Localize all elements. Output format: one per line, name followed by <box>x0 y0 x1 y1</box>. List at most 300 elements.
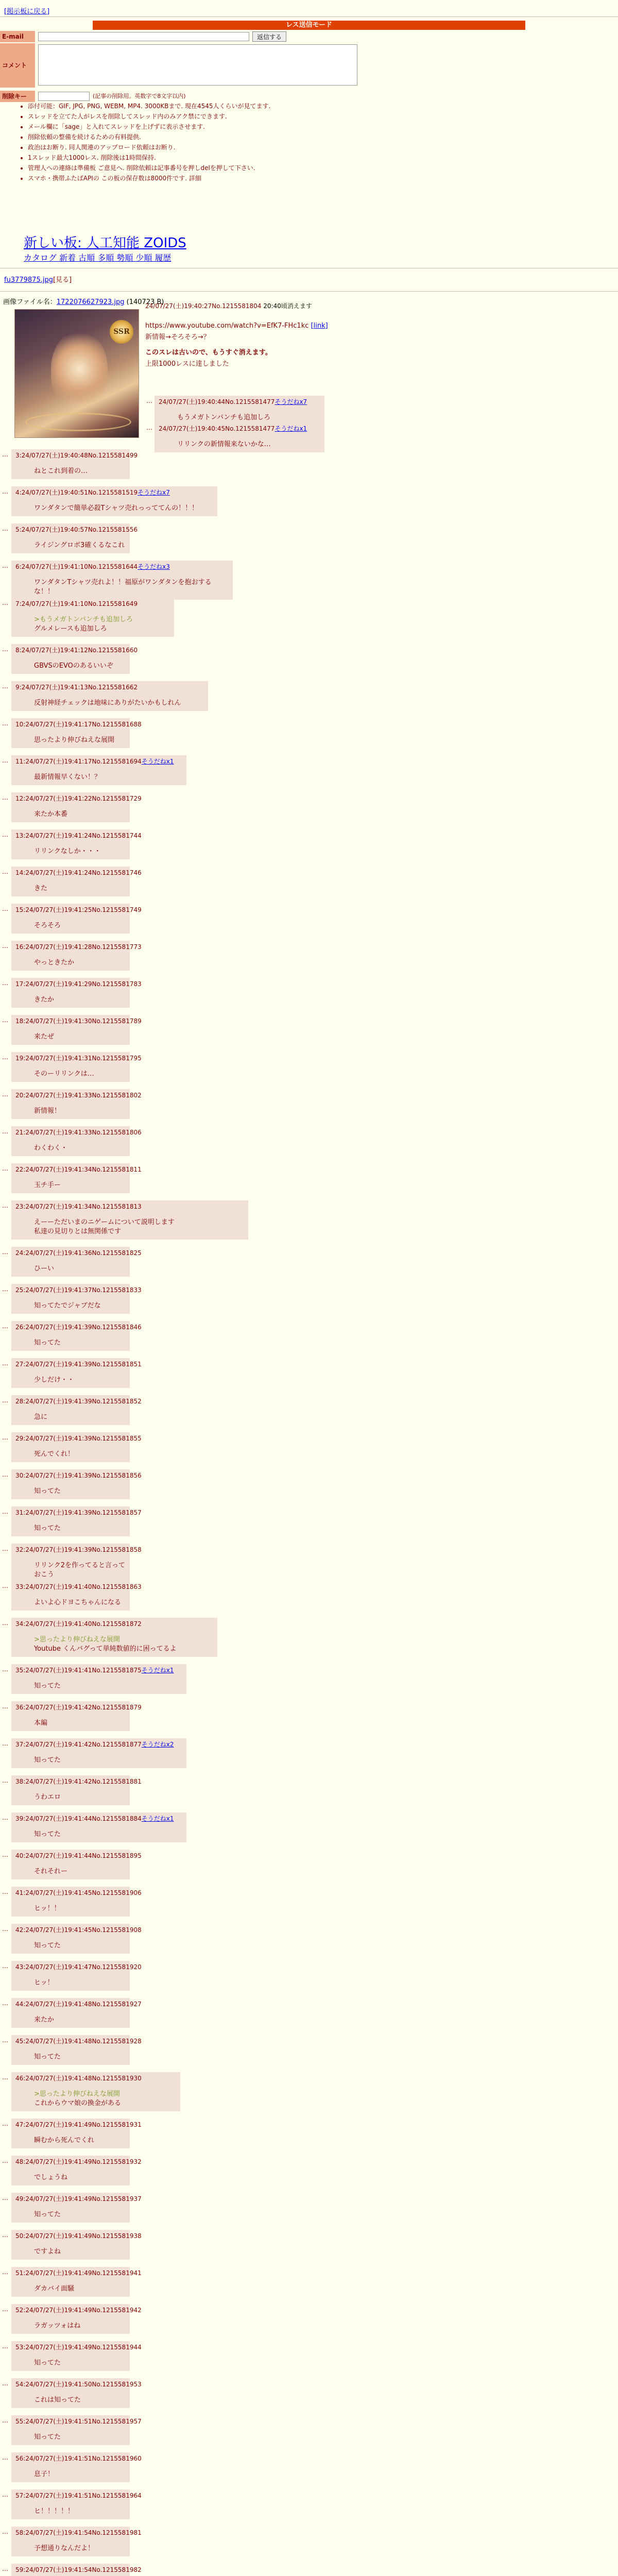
reply-indent-marker: … <box>2 720 8 727</box>
reply-meta[interactable]: 5:24/07/27(土)19:40:57No.1215581556 <box>15 526 138 533</box>
reply-header <box>15 2269 142 2277</box>
reply-header <box>15 600 170 608</box>
reply-meta[interactable]: 18:24/07/27(土)19:41:30No.1215581789 <box>15 1018 142 1025</box>
reply-indent-marker: … <box>2 2306 8 2313</box>
reply-header <box>15 1202 244 1211</box>
reply-meta[interactable]: 52:24/07/27(土)19:41:49No.1215581942 <box>15 2307 142 2314</box>
reply-meta[interactable]: 26:24/07/27(土)19:41:39No.1215581846 <box>15 1324 142 1331</box>
reply-body <box>15 1218 244 1236</box>
reply-body <box>15 504 213 513</box>
reply-indent-marker: … <box>2 905 8 912</box>
reply-indent-marker: … <box>2 1016 8 1024</box>
reply-header <box>15 451 138 460</box>
reply-header <box>15 526 138 534</box>
reply-post <box>11 1469 142 1499</box>
reply-text: 本編 <box>34 1719 48 1727</box>
reply-meta[interactable]: 24:24/07/27(土)19:41:36No.1215581825 <box>15 1249 142 1257</box>
reply-meta[interactable]: 28:24/07/27(土)19:41:39No.1215581852 <box>15 1398 142 1405</box>
reply-header <box>15 683 204 691</box>
reply-text: きたか <box>34 996 55 1004</box>
reply-indent-marker: … <box>146 397 152 404</box>
reply-text: 知ってた <box>34 2359 61 2367</box>
reply-quote: >もうメガトンパンチも追加しろ <box>34 616 133 624</box>
rule-item: • スレッドを立てた人がレスを削除してスレッド内のみアク禁にできます. <box>28 111 491 122</box>
reply-indent-marker: … <box>2 2565 8 2572</box>
file-link-row <box>4 276 72 285</box>
reply-meta[interactable]: 46:24/07/27(土)19:41:48No.1215581930 <box>15 2075 142 2082</box>
sodane-button[interactable]: そうだねx1 <box>141 758 174 765</box>
reply-body <box>15 2053 126 2062</box>
reply-header <box>15 1889 142 1897</box>
reply-body <box>15 1682 182 1691</box>
reply-meta[interactable]: 43:24/07/27(土)19:41:47No.1215581920 <box>15 1963 142 1971</box>
reply-meta[interactable]: 44:24/07/27(土)19:41:48No.1215581927 <box>15 2001 142 2008</box>
reply-body <box>15 1867 126 1876</box>
reply-header <box>15 1017 142 1025</box>
reply-post <box>11 2072 180 2111</box>
reply-post <box>11 2378 142 2408</box>
reply-header <box>15 1703 142 1711</box>
reply-indent-marker: … <box>2 1582 8 1589</box>
reply-post <box>11 2564 142 2576</box>
reply-meta[interactable]: 4:24/07/27(土)19:40:51No.1215581519 <box>15 489 138 496</box>
reply-indent-marker: … <box>2 1128 8 1135</box>
reply-body <box>15 1598 126 1607</box>
reply-meta[interactable]: 41:24/07/27(土)19:41:45No.1215581906 <box>15 1889 142 1896</box>
reply-header <box>15 563 229 571</box>
reply-post <box>11 681 208 711</box>
sodane-button[interactable]: そうだねx3 <box>138 563 170 570</box>
reply-body <box>15 1032 126 1042</box>
sodane-button[interactable]: そうだねx1 <box>274 425 307 432</box>
reply-post <box>11 2341 142 2371</box>
reply-text: ダカバイ面騒 <box>34 2285 75 2293</box>
reply-header <box>15 1777 142 1786</box>
reply-post <box>11 1544 142 1583</box>
reply-meta[interactable]: 53:24/07/27(土)19:41:49No.1215581944 <box>15 2344 142 2351</box>
reply-post <box>11 978 142 1008</box>
op-file-info <box>3 298 164 307</box>
reply-body <box>15 1830 182 1839</box>
op-file-link[interactable]: 1722076627923.jpg <box>56 298 125 306</box>
reply-post <box>11 2304 142 2334</box>
reply-post <box>11 755 186 785</box>
reply-indent-marker: … <box>2 2417 8 2424</box>
reply-body <box>15 1181 126 1190</box>
reply-body <box>15 736 126 745</box>
reply-text: 瞬むから死んでくれ <box>34 2137 95 2145</box>
reply-meta[interactable]: 3:24/07/27(土)19:40:48No.1215581499 <box>15 452 138 459</box>
reply-post <box>11 2193 142 2223</box>
reply-meta[interactable]: 22:24/07/27(土)19:41:34No.1215581811 <box>15 1166 142 1173</box>
reply-meta[interactable]: 9:24/07/27(土)19:41:13No.1215581662 <box>15 684 138 691</box>
reply-meta[interactable]: 14:24/07/27(土)19:41:24No.1215581746 <box>15 869 142 876</box>
reply-text: ですよね <box>34 2248 61 2256</box>
file-view-label: [見る] <box>53 276 72 284</box>
reply-header <box>15 2195 142 2203</box>
reply-text: わくわく・ <box>34 1144 68 1153</box>
op-thumbnail-image[interactable] <box>14 309 139 438</box>
reply-text: 知ってた <box>34 2211 61 2219</box>
reply-text: 知ってた <box>34 1339 61 1347</box>
reply-header <box>15 1963 142 1971</box>
reply-text: ヒッ！！ <box>34 1905 61 1913</box>
reply-meta[interactable]: 50:24/07/27(土)19:41:49No.1215581938 <box>15 2232 142 2240</box>
reply-text: 知ってた <box>34 1831 61 1839</box>
reply-text: きた <box>34 885 48 893</box>
reply-body <box>15 1413 126 1422</box>
reply-text: Youtube くんバグって単純数値的に困ってるよ <box>34 1645 177 1653</box>
reply-meta[interactable]: 11:24/07/27(土)19:41:17No.1215581694 <box>15 758 142 765</box>
thumbnail-figure <box>51 330 108 408</box>
reply-indent-marker: … <box>2 1471 8 1478</box>
reply-indent-marker: … <box>2 2268 8 2276</box>
reply-text: 知ってた <box>34 2053 61 2061</box>
reply-meta[interactable]: 55:24/07/27(土)19:41:51No.1215581957 <box>15 2418 142 2425</box>
reply-header <box>15 1471 142 1480</box>
reply-post <box>11 1775 142 1805</box>
sodane-button[interactable]: そうだねx1 <box>141 1815 174 1822</box>
reply-post <box>11 1924 142 1954</box>
reply-meta[interactable]: 21:24/07/27(土)19:41:33No.1215581806 <box>15 1129 142 1136</box>
reply-body <box>159 413 320 422</box>
reply-header <box>15 1054 142 1062</box>
reply-header <box>15 2492 142 2500</box>
reply-text: そろそろ <box>34 922 61 930</box>
reply-meta[interactable]: 33:24/07/27(土)19:41:40No.1215581863 <box>15 1583 142 1590</box>
submit-reply-button[interactable]: 返信する <box>252 31 286 42</box>
reply-indent-marker: … <box>2 1054 8 1061</box>
reply-text: 反射神経チェックは地味にありがたいかもしれん <box>34 699 181 707</box>
reply-header <box>15 2158 142 2166</box>
reply-indent-marker: … <box>2 2454 8 2461</box>
reply-header <box>15 1360 142 1368</box>
reply-text: 来たか本番 <box>34 810 68 819</box>
reply-meta[interactable]: 32:24/07/27(土)19:41:39No.1215581858 <box>15 1546 142 1553</box>
reply-meta[interactable]: 59:24/07/27(土)19:41:54No.1215581982 <box>15 2566 142 2573</box>
reply-body <box>15 2544 126 2553</box>
reply-meta[interactable]: 13:24/07/27(土)19:41:24No.1215581744 <box>15 832 142 839</box>
reply-meta[interactable]: 48:24/07/27(土)19:41:49No.1215581932 <box>15 2158 142 2165</box>
reply-body <box>15 2090 176 2108</box>
reply-text: GBVSのEVOのあるいいぞ <box>34 662 113 670</box>
reply-body <box>15 884 126 893</box>
reply-post <box>11 1701 142 1731</box>
reply-text: やっときたか <box>34 959 75 967</box>
reply-text: 知ってたでジャブだな <box>34 1302 101 1310</box>
reply-text: もうメガトンパンチも追加しろ <box>177 414 271 422</box>
back-to-board-link[interactable]: [掲示板に戻る] <box>4 8 50 15</box>
reply-body <box>15 1264 126 1274</box>
reply-body <box>15 1487 126 1496</box>
reply-indent-marker: … <box>2 1545 8 1552</box>
reply-meta[interactable]: 23:24/07/27(土)19:41:34No.1215581813 <box>15 1203 142 1210</box>
reply-meta[interactable]: 39:24/07/27(土)19:41:44No.1215581884 <box>15 1815 142 1822</box>
reply-indent-marker: … <box>2 1925 8 1933</box>
reply-post <box>11 1200 248 1240</box>
reply-text: 知ってた <box>34 1682 61 1690</box>
reply-meta[interactable]: 49:24/07/27(土)19:41:49No.1215581937 <box>15 2195 142 2202</box>
board-rules-list <box>21 101 491 183</box>
catalog-nav-links[interactable]: カタログ 新着 古順 多順 勢順 少順 履歴 <box>24 253 171 263</box>
reply-indent-marker: … <box>2 2037 8 2044</box>
reply-indent-marker: … <box>2 683 8 690</box>
op-expire-text: 20:40頃消えます <box>263 302 312 310</box>
reply-body <box>15 2210 126 2219</box>
reply-text: 新情報！ <box>34 1107 61 1115</box>
reply-header <box>15 832 142 840</box>
reply-header <box>15 1926 142 1934</box>
reply-body <box>15 2015 126 2025</box>
reply-text: 思ったより伸びねえな展開 <box>34 736 115 744</box>
reply-text: グルメレースも追加しろ <box>34 625 107 633</box>
reply-meta[interactable]: 54:24/07/27(土)19:41:50No.1215581953 <box>15 2381 142 2388</box>
reply-meta[interactable]: 7:24/07/27(土)19:41:10No.1215581649 <box>15 600 138 607</box>
reply-meta[interactable]: 47:24/07/27(土)19:41:49No.1215581931 <box>15 2121 142 2128</box>
reply-indent-marker: … <box>2 2528 8 2535</box>
reply-body <box>15 2136 126 2145</box>
reply-body <box>15 921 126 930</box>
reply-indent-marker: … <box>2 1434 8 1441</box>
reply-header <box>15 1546 142 1554</box>
reply-meta[interactable]: 27:24/07/27(土)19:41:39No.1215581851 <box>15 1361 142 1368</box>
reply-text: よいよ心ドヨこちゃんになる <box>34 1599 122 1607</box>
reply-post <box>11 1052 142 1082</box>
reply-text: うわエロ <box>34 1793 61 1802</box>
reply-meta[interactable]: 40:24/07/27(土)19:41:44No.1215581895 <box>15 1852 142 1859</box>
reply-header <box>15 1397 142 1405</box>
reply-indent-marker: … <box>2 2231 8 2239</box>
reply-meta[interactable]: 6:24/07/27(土)19:41:10No.1215581644 <box>15 563 138 570</box>
reply-post <box>11 2230 142 2260</box>
reply-indent-marker: … <box>2 757 8 764</box>
reply-text: ワンダタンで簡単必殺Tシャツ売れっっててんの！！！ <box>34 504 199 513</box>
sodane-button[interactable]: そうだねx7 <box>274 398 307 405</box>
reply-post <box>11 1812 186 1842</box>
reply-body <box>15 1450 126 1459</box>
comment-label: コメント <box>0 43 35 88</box>
reply-indent-marker: … <box>2 2380 8 2387</box>
reply-post <box>11 1358 142 1388</box>
reply-body <box>15 1524 126 1533</box>
reply-meta[interactable]: 25:24/07/27(土)19:41:37No.1215581833 <box>15 1286 142 1294</box>
reply-indent-marker: … <box>2 1703 8 1710</box>
reply-indent-marker: … <box>2 868 8 875</box>
reply-post <box>11 1395 142 1425</box>
reply-meta[interactable]: 38:24/07/27(土)19:41:42No.1215581881 <box>15 1778 142 1785</box>
reply-text: 急に <box>34 1413 48 1421</box>
reply-post <box>11 561 233 600</box>
reply-text: 知ってた <box>34 1942 61 1950</box>
reply-text: 予想通りなんだよ！ <box>34 2545 95 2553</box>
reply-header <box>15 1740 182 1749</box>
reply-text: 玉チ手ー <box>34 1181 61 1190</box>
reply-post <box>11 1738 186 1768</box>
reply-header <box>15 2232 142 2240</box>
reply-indent-marker: … <box>2 1397 8 1404</box>
reply-meta[interactable]: 31:24/07/27(土)19:41:39No.1215581857 <box>15 1509 142 1516</box>
reply-meta[interactable]: 57:24/07/27(土)19:41:51No.1215581964 <box>15 2492 142 2499</box>
reply-header <box>15 943 142 951</box>
reply-meta[interactable]: 8:24/07/27(土)19:41:12No.1215581660 <box>15 647 138 654</box>
reply-text: 死んでくれ！ <box>34 1450 75 1459</box>
op-file-info-label: 画像ファイル名： <box>3 298 57 306</box>
reply-meta[interactable]: 29:24/07/27(土)19:41:39No.1215581855 <box>15 1435 142 1442</box>
reply-post <box>11 449 138 479</box>
reply-meta[interactable]: 37:24/07/27(土)19:41:42No.1215581877 <box>15 1741 142 1748</box>
thumbnail-ring <box>25 413 131 431</box>
reply-post <box>11 1618 217 1657</box>
op-file-size: (140723 B) <box>126 298 164 306</box>
reply-meta[interactable]: 36:24/07/27(土)19:41:42No.1215581879 <box>15 1704 142 1711</box>
reply-post <box>154 396 324 426</box>
reply-indent-marker: … <box>2 831 8 838</box>
sodane-button[interactable]: そうだねx1 <box>141 1667 174 1674</box>
delete-key-label: 削除キー <box>0 91 35 102</box>
reply-meta[interactable]: 10:24/07/27(土)19:41:17No.1215581688 <box>15 721 142 728</box>
reply-indent-marker: … <box>2 1888 8 1895</box>
reply-post <box>11 792 142 822</box>
reply-meta[interactable]: 12:24/07/27(土)19:41:22No.1215581729 <box>15 795 142 802</box>
reply-header <box>15 2343 142 2351</box>
reply-body <box>15 2396 126 2405</box>
reply-meta[interactable]: 35:24/07/27(土)19:41:41No.1215581875 <box>15 1667 142 1674</box>
reply-text: 知ってた <box>34 1487 61 1496</box>
reply-post <box>11 904 142 934</box>
reply-indent-marker: … <box>2 451 8 458</box>
reply-body <box>15 615 170 634</box>
reply-meta[interactable]: 30:24/07/27(土)19:41:39No.1215581856 <box>15 1472 142 1479</box>
reply-text: リリンクの新情報来ないかな… <box>177 440 271 449</box>
reply-header <box>15 2121 142 2129</box>
reply-body <box>15 1904 126 1913</box>
op-meta-text: 24/07/27(土)19:40:27No.1215581804 <box>145 302 264 310</box>
reply-meta[interactable]: 17:24/07/27(土)19:41:29No.1215581783 <box>15 980 142 988</box>
file-link[interactable]: fu3779875.jpg <box>4 276 53 284</box>
reply-indent-marker: … <box>2 1091 8 1098</box>
reply-meta[interactable]: 51:24/07/27(土)19:41:49No.1215581941 <box>15 2269 142 2277</box>
reply-post <box>11 2035 142 2065</box>
reply-indent-marker: … <box>2 2194 8 2201</box>
reply-indent-marker: … <box>2 1777 8 1784</box>
reply-header <box>15 794 142 803</box>
reply-meta[interactable]: 24/07/27(土)19:40:45No.1215581477 <box>159 425 275 432</box>
reply-body <box>15 1635 213 1654</box>
reply-text: ライジングロボ3確くるなこれ <box>34 541 125 550</box>
reply-mode-bar <box>93 21 525 30</box>
reply-body <box>15 467 126 476</box>
reply-header <box>15 757 182 766</box>
reply-body <box>15 1978 126 1988</box>
reply-meta[interactable]: 34:24/07/27(土)19:41:40No.1215581872 <box>15 1620 142 1628</box>
reply-post <box>11 829 142 859</box>
email-field[interactable] <box>38 32 249 41</box>
reply-text: 私達の見切りとは無関係です <box>34 1228 122 1236</box>
reply-post <box>11 1850 142 1879</box>
reply-text: ヒッ！ <box>34 1979 54 1987</box>
reply-post <box>11 1321 142 1351</box>
new-board-ad-link[interactable]: 新しい板: 人工知能 ZOIDS <box>24 235 186 251</box>
reply-meta[interactable]: 24/07/27(土)19:40:44No.1215581477 <box>159 398 275 405</box>
reply-body <box>15 810 126 819</box>
reply-body <box>15 1756 182 1765</box>
rule-item: • 政治はお断り. 同人関連のアップロード依頼はお断り. <box>28 142 491 152</box>
op-url-link[interactable]: [link] <box>311 322 328 330</box>
reply-body <box>15 2321 126 2331</box>
reply-text: ワンダタンTシャツ売れよ！！福原がワンダタンを抱おするな！！ <box>34 579 212 596</box>
reply-post <box>11 1284 142 1314</box>
reply-body <box>15 995 126 1005</box>
op-meta <box>145 302 312 310</box>
sodane-button[interactable]: そうだねx2 <box>141 1741 174 1748</box>
comment-textarea[interactable] <box>38 44 357 86</box>
reply-indent-marker: … <box>2 599 8 606</box>
reply-header <box>15 2037 142 2045</box>
reply-post <box>11 598 174 637</box>
reply-header <box>15 488 213 497</box>
thread-divider <box>0 291 618 292</box>
reply-body <box>15 662 126 671</box>
reply-meta[interactable]: 20:24/07/27(土)19:41:33No.1215581802 <box>15 1092 142 1099</box>
reply-text: ラガッツォはね <box>34 2322 81 2330</box>
reply-indent-marker: … <box>2 1202 8 1209</box>
reply-meta[interactable]: 42:24/07/27(土)19:41:45No.1215581908 <box>15 1926 142 1934</box>
reply-text: 最新情報早くない！？ <box>34 773 101 782</box>
reply-header <box>15 980 142 988</box>
reply-header <box>15 1583 142 1591</box>
reply-indent-marker: … <box>2 942 8 950</box>
reply-indent-marker: … <box>2 1999 8 2007</box>
reply-meta[interactable]: 16:24/07/27(土)19:41:28No.1215581773 <box>15 943 142 951</box>
reply-header <box>159 425 320 433</box>
delete-key-field[interactable] <box>38 92 90 101</box>
reply-indent-marker: … <box>2 1323 8 1330</box>
reply-text: ヒ！！！！！ <box>34 2507 75 2516</box>
reply-text: これからウマ娘の換金がある <box>34 2099 122 2108</box>
reply-body <box>15 1107 126 1116</box>
reply-post <box>11 486 217 516</box>
reply-body <box>159 440 320 449</box>
reply-indent-marker: … <box>2 2074 8 2081</box>
sodane-button[interactable]: そうだねx7 <box>138 489 170 496</box>
reply-post <box>11 2267 142 2297</box>
op-body <box>145 320 434 370</box>
reply-indent-marker: … <box>2 1740 8 1747</box>
reply-meta[interactable]: 56:24/07/27(土)19:41:51No.1215581960 <box>15 2455 142 2462</box>
reply-post <box>11 1015 142 1045</box>
reply-mode-title: レス送信モード <box>285 21 333 29</box>
reply-meta[interactable]: 19:24/07/27(土)19:41:31No.1215581795 <box>15 1055 142 1062</box>
reply-body <box>15 699 204 708</box>
reply-text: リリンク2を作ってると言っておこう <box>34 1562 126 1579</box>
reply-meta[interactable]: 58:24/07/27(土)19:41:54No.1215581981 <box>15 2529 142 2536</box>
reply-indent-marker: … <box>2 488 8 495</box>
rule-item: • スマホ・携帯ふたばAPIの この板の保存数は8000件です. 詳細 <box>28 173 491 183</box>
reply-indent-marker: … <box>2 562 8 569</box>
reply-text: 息子！ <box>34 2470 55 2479</box>
reply-body <box>15 1719 126 1728</box>
reply-body <box>15 1338 126 1348</box>
reply-header <box>15 869 142 877</box>
reply-header <box>15 2306 142 2314</box>
reply-meta[interactable]: 45:24/07/27(土)19:41:48No.1215581928 <box>15 2038 142 2045</box>
reply-meta[interactable]: 15:24/07/27(土)19:41:25No.1215581749 <box>15 906 142 913</box>
reply-indent-marker: … <box>2 2491 8 2498</box>
delete-key-note: (記事の削除用。英数字で8文字以内) <box>93 93 186 99</box>
reply-header <box>15 2454 142 2463</box>
reply-indent-marker: … <box>2 1814 8 1821</box>
reply-indent-marker: … <box>2 1360 8 1367</box>
